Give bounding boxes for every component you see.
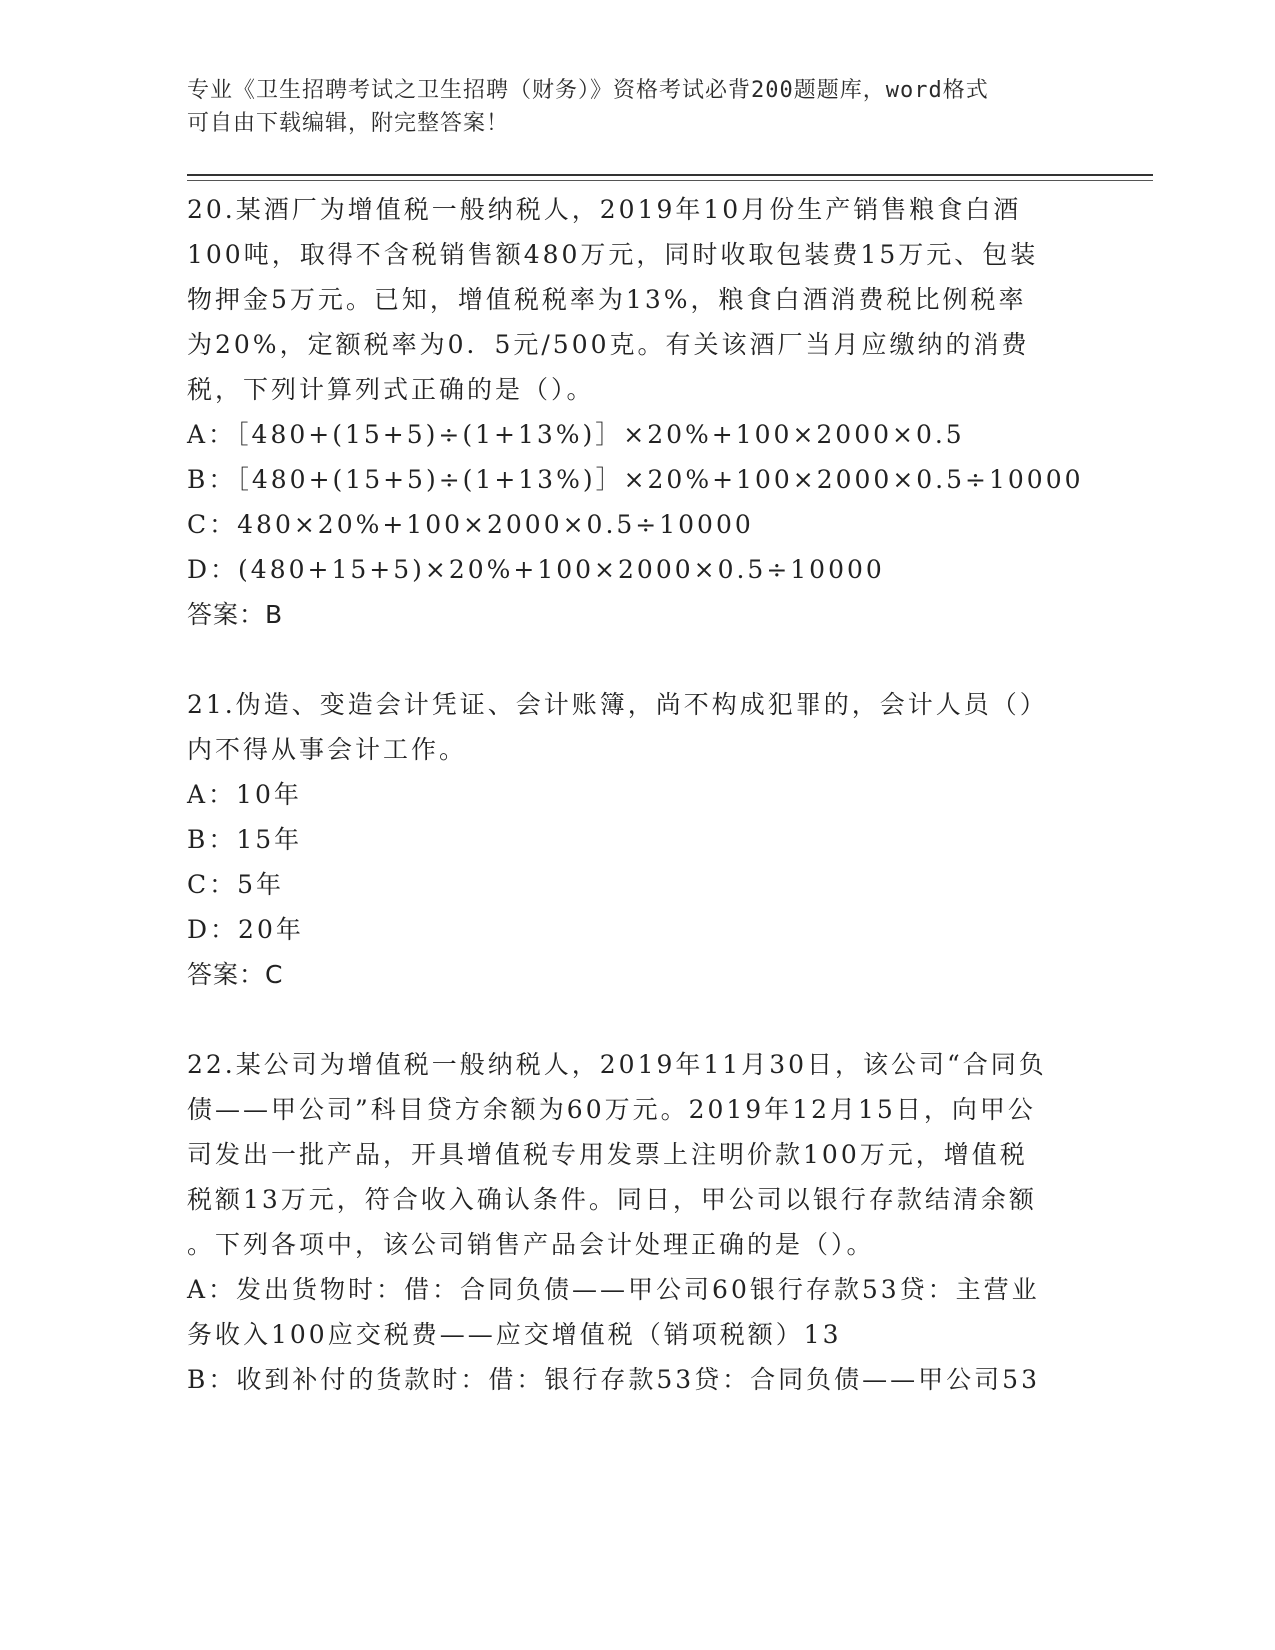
header-rule-thick bbox=[187, 174, 1153, 176]
option-a: A：发出货物时：借：合同负债——甲公司60银行存款53贷：主营业 bbox=[187, 1275, 1040, 1304]
questions-content bbox=[187, 187, 1087, 1402]
option-d: D：20年 bbox=[187, 915, 304, 944]
answer-label: 答案：C bbox=[187, 960, 284, 989]
option-a: A：10年 bbox=[187, 780, 302, 809]
question-text-line: 22.某公司为增值税一般纳税人，2019年11月30日，该公司“合同负 bbox=[187, 1050, 1047, 1079]
header-line-1: 专业《卫生招聘考试之卫生招聘（财务）》资格考试必背200题题库，word格式 bbox=[187, 78, 989, 103]
header-line-2: 可自由下载编辑，附完整答案！ bbox=[187, 111, 510, 136]
question-text-line: 为20%，定额税率为0．5元/500克。有关该酒厂当月应缴纳的消费 bbox=[187, 330, 1030, 359]
question-text-line: 。下列各项中，该公司销售产品会计处理正确的是（）。 bbox=[187, 1230, 875, 1259]
option-b: B：收到补付的货款时：借：银行存款53贷：合同负债——甲公司53 bbox=[187, 1365, 1040, 1394]
question-text-line: 100吨，取得不含税销售额480万元，同时收取包装费15万元、包装 bbox=[187, 240, 1039, 269]
option-a: A：［480+(15+5)÷(1+13%)］×20%+100×2000×0.5 bbox=[187, 420, 965, 449]
option-b: B：［480+(15+5)÷(1+13%)］×20%+100×2000×0.5÷10000 bbox=[187, 465, 1084, 494]
question-text-line: 21.伪造、变造会计凭证、会计账簿，尚不构成犯罪的，会计人员（） bbox=[187, 690, 1048, 719]
question-text-line: 税，下列计算列式正确的是（）。 bbox=[187, 375, 595, 404]
answer-label: 答案：B bbox=[187, 600, 284, 629]
question-text-line: 物押金5万元。已知，增值税税率为13%，粮食白酒消费税比例税率 bbox=[187, 285, 1027, 314]
question-22 bbox=[187, 1042, 1087, 1402]
question-spacer bbox=[187, 637, 1087, 682]
question-text-line: 司发出一批产品，开具增值税专用发票上注明价款100万元，增值税 bbox=[187, 1140, 1028, 1169]
question-text-line: 内不得从事会计工作。 bbox=[187, 735, 468, 764]
option-a-continued: 务收入100应交税费——应交增值税（销项税额）13 bbox=[187, 1320, 842, 1349]
question-20 bbox=[187, 187, 1087, 637]
question-text-line: 税额13万元，符合收入确认条件。同日，甲公司以银行存款结清余额 bbox=[187, 1185, 1037, 1214]
option-b: B：15年 bbox=[187, 825, 303, 854]
option-c: C：5年 bbox=[187, 870, 285, 899]
option-c: C：480×20%+100×2000×0.5÷10000 bbox=[187, 510, 754, 539]
question-21 bbox=[187, 682, 1087, 997]
question-text-line: 债——甲公司”科目贷方余额为60万元。2019年12月15日，向甲公 bbox=[187, 1095, 1036, 1124]
header-rule-thin bbox=[187, 180, 1153, 181]
question-spacer bbox=[187, 997, 1087, 1042]
document-header bbox=[187, 74, 1067, 140]
option-d: D：(480+15+5)×20%+100×2000×0.5÷10000 bbox=[187, 555, 885, 584]
question-text-line: 20.某酒厂为增值税一般纳税人，2019年10月份生产销售粮食白酒 bbox=[187, 195, 1022, 224]
